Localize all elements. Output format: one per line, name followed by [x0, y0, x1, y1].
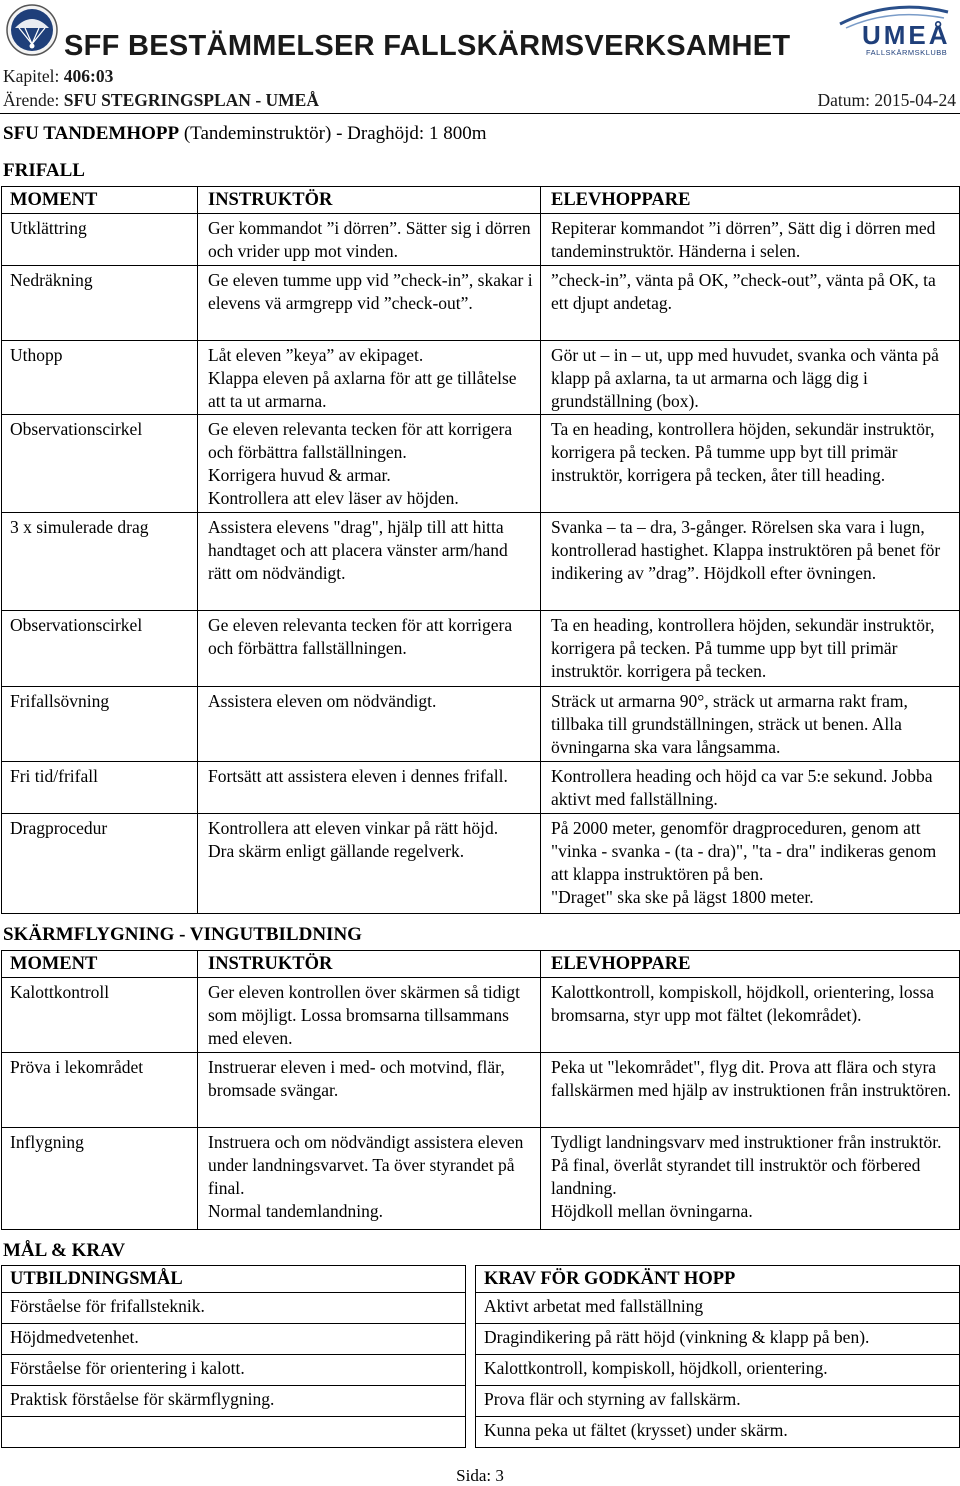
goals-gap — [466, 1266, 476, 1293]
instructor-cell: Ge eleven tumme upp vid ”check-in”, skakar i elevens vä armgrepp vid ”check-out”. — [198, 266, 541, 341]
jump-title-bold: SFU TANDEMHOPP — [3, 123, 180, 144]
col-header-requirements: KRAV FÖR GODKÄNT HOPP — [476, 1266, 960, 1293]
instructor-cell: Assistera eleven om nödvändigt. — [198, 687, 541, 762]
instructor-cell: Instruera och om nödvändigt assistera eleven under landningsvarvet. Ta över styrandet på final. Normal tandemlandning. — [198, 1128, 541, 1230]
instructor-cell: Ge eleven relevanta tecken för att korrigera och förbättra fallställningen. Korrigera huvud & armar. Kontrollera att elev läser av höjden. — [198, 415, 541, 513]
col-header-student: ELEVHOPPARE — [541, 951, 960, 978]
student-cell: Tydligt landningsvarv med instruktioner från instruktör. På final, överlåt styrandet till instruktör och förbered landning. Höjdkoll mellan övningarna. — [541, 1128, 960, 1230]
jump-title-rest: (Tandeminstruktör) - Draghöjd: 1 800m — [179, 123, 487, 144]
canopy-header-row — [2, 951, 960, 978]
goals-table — [1, 1265, 960, 1448]
goals-gap — [466, 1324, 476, 1355]
table-row — [2, 214, 960, 266]
table-row — [2, 1417, 960, 1448]
moment-cell: Utklättring — [2, 214, 198, 266]
page-number: Sida: 3 — [456, 1466, 504, 1485]
freefall-table — [1, 186, 960, 914]
date-line — [817, 90, 956, 111]
table-row — [2, 1386, 960, 1417]
subject-value: SFU STEGRINGSPLAN - UMEÅ — [63, 90, 319, 110]
instructor-cell: Ger kommandot ”i dörren”. Sätter sig i dörren och vrider upp mot vinden. — [198, 214, 541, 266]
student-cell: ”check-in”, vänta på OK, ”check-out”, vänta på OK, ta ett djupt andetag. — [541, 266, 960, 341]
document-title: SFF BESTÄMMELSER FALLSKÄRMSVERKSAMHET — [64, 30, 791, 62]
date-value: 2015-04-24 — [874, 90, 956, 110]
instructor-cell: Låt eleven ”keya” av ekipaget. Klappa eleven på axlarna för att ge tillåtelse att ta ut armarna. — [198, 341, 541, 415]
moment-cell: Inflygning — [2, 1128, 198, 1230]
student-cell: På 2000 meter, genomför dragproceduren, genom att "vinka - svanka - (ta - dra)", "ta - dra" indikeras genom att klappa instruktören på ben. "Draget" ska ske på lägst 1800 meter. — [541, 814, 960, 914]
goals-gap — [466, 1355, 476, 1386]
chapter-value: 406:03 — [63, 66, 114, 86]
goals-header-row — [2, 1266, 960, 1293]
chapter-label: Kapitel: — [3, 66, 60, 86]
moment-cell: 3 x simulerade drag — [2, 513, 198, 611]
table-row — [2, 687, 960, 762]
goals-gap — [466, 1293, 476, 1324]
moment-cell: Uthopp — [2, 341, 198, 415]
student-cell: Ta en heading, kontrollera höjden, sekundär instruktör, korrigera på tecken. På tumme upp byt till primär instruktör. korrigera på tecken. — [541, 611, 960, 687]
col-header-student: ELEVHOPPARE — [541, 187, 960, 214]
moment-cell: Observationscirkel — [2, 611, 198, 687]
requirement-item: Aktivt arbetat med fallställning — [476, 1293, 960, 1324]
instructor-cell: Instruerar eleven i med- och motvind, flär, bromsade svängar. — [198, 1053, 541, 1128]
club-logo-name: UMEÅ — [862, 20, 951, 50]
requirement-item: Kunna peka ut fältet (krysset) under skärm. — [476, 1417, 960, 1448]
header-rule — [0, 113, 960, 114]
table-row — [2, 415, 960, 513]
student-cell: Kalottkontroll, kompiskoll, höjdkoll, orientering, lossa bromsarna, styr upp mot fältet (lekområdet). — [541, 978, 960, 1053]
student-cell: Repiterar kommandot ”i dörren”, Sätt dig i dörren med tandeminstruktör. Händerna i selen. — [541, 214, 960, 266]
moment-cell: Kalottkontroll — [2, 978, 198, 1053]
goals-section-title: MÅL & KRAV — [3, 1240, 126, 1261]
requirement-item: Prova flär och styrning av fallskärm. — [476, 1386, 960, 1417]
table-row — [2, 341, 960, 415]
moment-cell: Dragprocedur — [2, 814, 198, 914]
student-cell: Gör ut – in – ut, upp med huvudet, svanka och vänta på klapp på axlarna, ta ut armarna och lägg dig i grundställning (box). — [541, 341, 960, 415]
moment-cell: Frifallsövning — [2, 687, 198, 762]
student-cell: Ta en heading, kontrollera höjden, sekundär instruktör, korrigera på tecken. På tumme upp byt till primär instruktör, korrigera på tecken, åter till heading. — [541, 415, 960, 513]
freefall-header-row — [2, 187, 960, 214]
subject-label: Ärende: — [3, 90, 60, 110]
student-cell: Svanka – ta – dra, 3-gånger. Rörelsen ska vara i lugn, kontrollerad hastighet. Klappa instruktören på benet för indikering av ”drag”. Höjdkoll efter övningen. — [541, 513, 960, 611]
goal-item: Praktisk förståelse för skärmflygning. — [2, 1386, 466, 1417]
instructor-cell: Ge eleven relevanta tecken för att korrigera och förbättra fallställningen. — [198, 611, 541, 687]
sff-logo — [6, 4, 58, 56]
table-row — [2, 978, 960, 1053]
instructor-cell: Kontrollera att eleven vinkar på rätt höjd. Dra skärm enligt gällande regelverk. — [198, 814, 541, 914]
col-header-moment: MOMENT — [2, 187, 198, 214]
col-header-instructor: INSTRUKTÖR — [198, 951, 541, 978]
freefall-section-title: FRIFALL — [3, 160, 85, 181]
table-row — [2, 762, 960, 814]
table-row — [2, 611, 960, 687]
table-row — [2, 1128, 960, 1230]
canopy-section-title: SKÄRMFLYGNING - VINGUTBILDNING — [3, 924, 362, 945]
table-row — [2, 513, 960, 611]
chapter-line — [3, 66, 113, 87]
table-row — [2, 1355, 960, 1386]
subject-line — [3, 90, 319, 111]
table-row — [2, 1324, 960, 1355]
table-row — [2, 266, 960, 341]
goal-item: Höjdmedvetenhet. — [2, 1324, 466, 1355]
club-logo — [832, 2, 956, 58]
goal-item: Förståelse för frifallsteknik. — [2, 1293, 466, 1324]
student-cell: Peka ut "lekområdet", flyg dit. Prova att flära och styra fallskärmen med hjälp av instruktionen från instruktören. — [541, 1053, 960, 1128]
jump-title — [3, 123, 486, 145]
col-header-instructor: INSTRUKTÖR — [198, 187, 541, 214]
col-header-training-goals: UTBILDNINGSMÅL — [2, 1266, 466, 1293]
canopy-table — [1, 950, 960, 1230]
table-row — [2, 814, 960, 914]
instructor-cell: Ger eleven kontrollen över skärmen så tidigt som möjligt. Lossa bromsarna tillsammans med eleven. — [198, 978, 541, 1053]
goal-item — [2, 1417, 466, 1448]
moment-cell: Pröva i lekområdet — [2, 1053, 198, 1128]
goals-gap — [466, 1417, 476, 1448]
club-logo-sub: FALLSKÄRMSKLUBB — [866, 48, 948, 57]
instructor-cell: Assistera elevens "drag", hjälp till att hitta handtaget och att placera vänster arm/hand rätt om nödvändigt. — [198, 513, 541, 611]
table-row — [2, 1293, 960, 1324]
table-row — [2, 1053, 960, 1128]
moment-cell: Fri tid/frifall — [2, 762, 198, 814]
requirement-item: Dragindikering på rätt höjd (vinkning & klapp på ben). — [476, 1324, 960, 1355]
moment-cell: Observationscirkel — [2, 415, 198, 513]
goals-gap — [466, 1386, 476, 1417]
goal-item: Förståelse för orientering i kalott. — [2, 1355, 466, 1386]
moment-cell: Nedräkning — [2, 266, 198, 341]
date-label: Datum: — [817, 90, 870, 110]
instructor-cell: Fortsätt att assistera eleven i dennes frifall. — [198, 762, 541, 814]
student-cell: Kontrollera heading och höjd ca var 5:e sekund. Jobba aktivt med fallställning. — [541, 762, 960, 814]
col-header-moment: MOMENT — [2, 951, 198, 978]
student-cell: Sträck ut armarna 90°, sträck ut armarna rakt fram, tillbaka till grundställningen, sträck ut benen. Alla övningarna ska vara långsamma. — [541, 687, 960, 762]
requirement-item: Kalottkontroll, kompiskoll, höjdkoll, orientering. — [476, 1355, 960, 1386]
